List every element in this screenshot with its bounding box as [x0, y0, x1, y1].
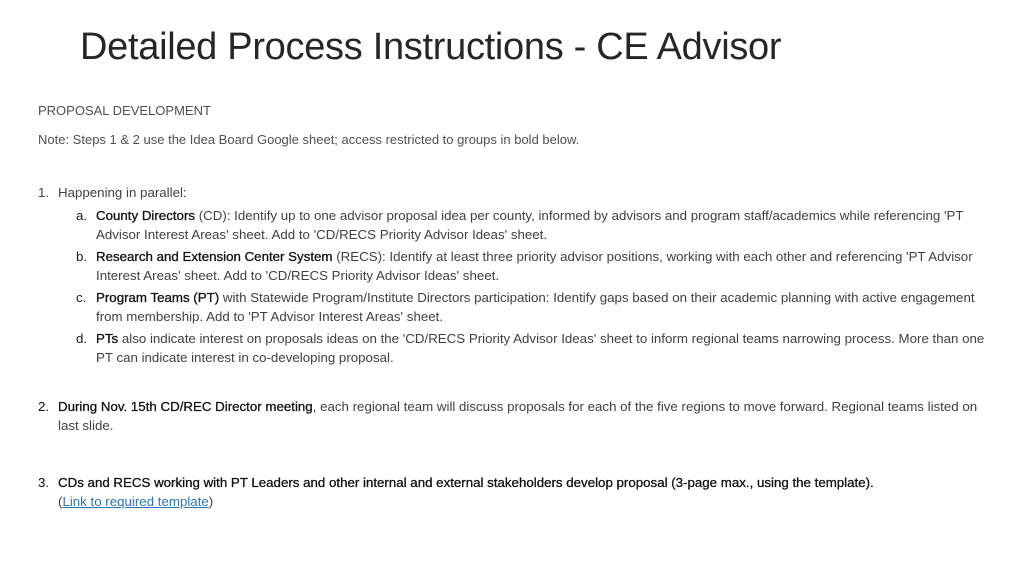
- step-number: 2.: [38, 399, 50, 414]
- step-body: [58, 473, 988, 511]
- step-bold: CDs and RECS working with PT Leaders and other internal and external stakeholders develop proposal (3-page max., using the template).: [58, 475, 874, 490]
- step-number: 3.: [38, 475, 50, 490]
- paren-open: (: [58, 494, 63, 509]
- substep-text: (CD): Identify up to one advisor proposal idea per county, informed by advisors and program staff/academics while referencing 'PT Advisor Interest Areas' sheet. Add to 'CD/RECS Priority Advisor Ideas' sheet.: [96, 208, 964, 242]
- step-2: [38, 397, 988, 435]
- substep-body: [96, 206, 988, 244]
- substep-body: [96, 247, 988, 285]
- step-number: 1.: [38, 185, 50, 200]
- substep-bold: County Directors: [96, 208, 196, 223]
- substep-text: with Statewide Program/Institute Directors participation: Identify gaps based on their academic planning with active engagement from membership. Add to 'PT Advisor Interest Areas' sheet.: [96, 290, 975, 324]
- step-text: Happening in parallel:: [58, 185, 187, 200]
- paren-close: ): [208, 494, 214, 509]
- substep-bold: PTs: [96, 331, 119, 346]
- step-body: [58, 397, 988, 435]
- substep-letter: b.: [76, 249, 88, 264]
- substep-body: [96, 329, 988, 367]
- step-body: [58, 183, 988, 202]
- substep-bold: Research and Extension Center System: [96, 249, 333, 264]
- substeps-list: [76, 206, 988, 367]
- substep-a: [76, 206, 988, 244]
- step-1: [38, 183, 988, 202]
- substep-c: [76, 288, 988, 326]
- substep-d: [76, 329, 988, 367]
- steps-list: [38, 183, 988, 511]
- substep-letter: c.: [76, 290, 87, 305]
- step-text: , each regional team will discuss proposals for each of the five regions to move forward. Regional teams listed on last slide.: [58, 399, 978, 433]
- note-text: Note: Steps 1 & 2 use the Idea Board Google sheet; access restricted to groups in bold below.: [38, 132, 580, 147]
- substep-text: also indicate interest on proposals ideas on the 'CD/RECS Priority Advisor Ideas' sheet to inform regional teams narrowing process. More than one PT can indicate interest in co-developing proposal.: [96, 331, 985, 365]
- step-3: [38, 473, 988, 511]
- substep-body: [96, 288, 988, 326]
- template-link[interactable]: Link to required template: [62, 494, 209, 509]
- substep-letter: a.: [76, 208, 88, 223]
- substep-text: (RECS): Identify at least three priority advisor positions, working with each other and referencing 'PT Advisor Interest Areas' sheet. Add to 'CD/RECS Priority Advisor Ideas' sheet.: [96, 249, 973, 283]
- substep-letter: d.: [76, 331, 88, 346]
- section-label: PROPOSAL DEVELOPMENT: [38, 103, 211, 118]
- step-bold: During Nov. 15th CD/REC Director meeting: [58, 399, 313, 414]
- substep-b: [76, 247, 988, 285]
- page-title: Detailed Process Instructions - CE Advisor: [80, 26, 782, 68]
- substep-bold: Program Teams (PT): [96, 290, 220, 305]
